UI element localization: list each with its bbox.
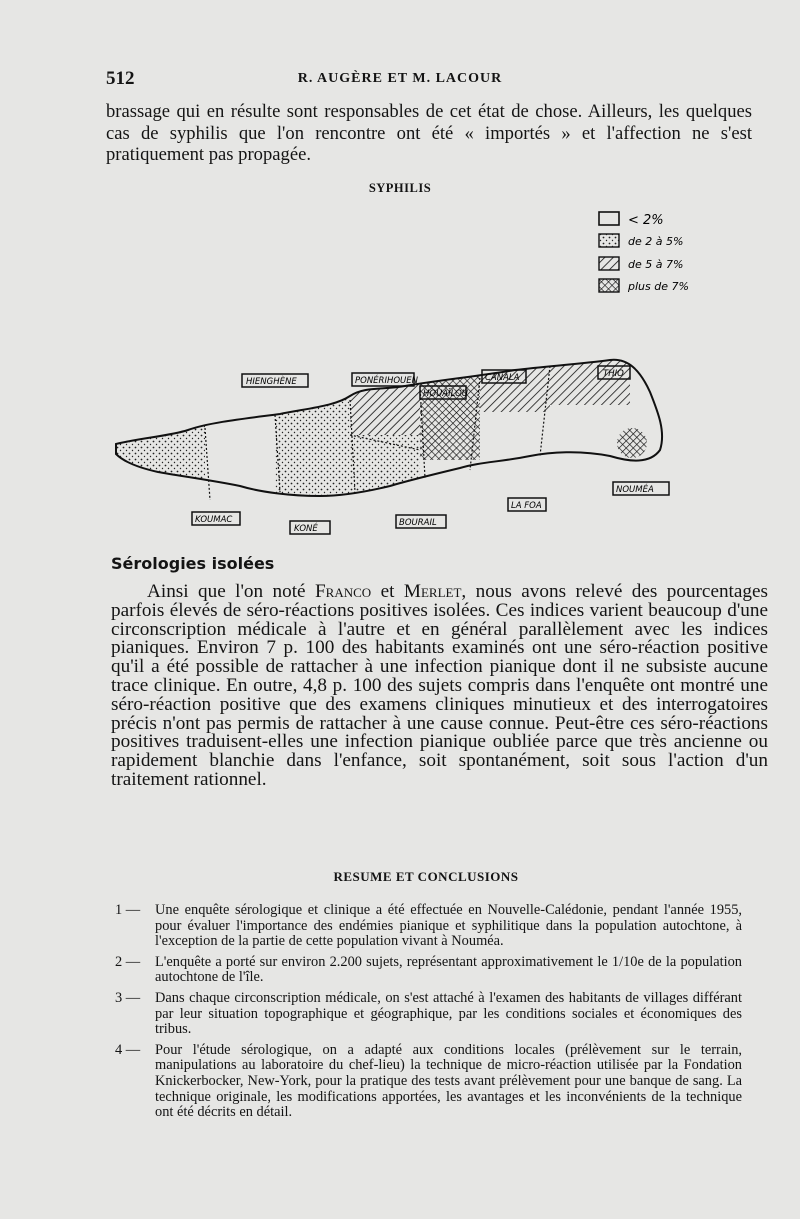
map-legend: [599, 212, 689, 293]
legend-swatch-dots: [599, 234, 619, 247]
district-bourail: [350, 435, 420, 510]
region-thio: THIO: [603, 369, 624, 379]
conclusion-text: Une enquête sérologique et clinique a été effectuée en Nouvelle-Calédonie, pendant l'année 1955, pour évaluer l'importance des endémies pianique et syphilitique dans la population autochtone, à l'exception de la partie de cette population vivant à Nouméa.: [155, 902, 742, 950]
section-heading: Sérologies isolées: [111, 554, 275, 573]
conclusion-item: [115, 1043, 742, 1121]
conclusion-text: Pour l'étude sérologique, on a adapté aux conditions locales (prélèvement sur le terrain, manipulations au laboratoire du chef-lieu) la technique de micro-réaction utilisée par la Fondation Knickerbocker, New-York, pour la pratique des tests avant prélèvement pour une banque de sang. La technique originale, les modifications apportées, les avantages et les inconvénients de la technique ont été décrits en détail.: [155, 1041, 742, 1121]
region-canala: CANALA: [485, 373, 520, 383]
legend-label-2: de 2 à 5%: [628, 235, 684, 248]
region-koumac: KOUMAC: [195, 515, 233, 525]
conclusions-list: [115, 903, 742, 1126]
para-text-1: Ainsi que l'on noté: [147, 581, 315, 602]
region-ponerihouen: PONÉRIHOUEN: [355, 376, 418, 386]
region-hienghene: HIENGHÈNE: [246, 377, 297, 387]
region-bourail: BOURAIL: [399, 518, 437, 528]
section-body: [111, 583, 768, 790]
legend-swatch-hatch: [599, 257, 619, 270]
region-kone: KONÉ: [294, 524, 318, 534]
legend-swatch-crosshatch: [599, 279, 619, 292]
conclusion-item: [115, 955, 742, 986]
author-franco: Franco: [315, 581, 372, 602]
para-text-2: et: [371, 581, 404, 602]
district-noumea: [617, 428, 647, 458]
district-ponerihouen: [350, 350, 420, 435]
intro-paragraph: [106, 101, 752, 166]
map-svg: [110, 200, 710, 545]
page-number: 512: [106, 68, 135, 89]
author-merlet: Merlet: [403, 581, 462, 602]
conclusions-heading: RESUME ET CONCLUSIONS: [333, 869, 519, 884]
region-houailou: HOUAÏLOU: [423, 389, 469, 399]
para-text-3: , nous avons relevé des pourcentages parfois élevés de séro-réactions positives isolées. Ces indices varient beaucoup d'une circonscription médicale à l'autre et en général parallèlement avec les indices pianiques. Environ 7 p. 100 des habitants examinés ont une séro-réaction positive qu'il a été possible de rattacher à une infection pianique dont il ne subsiste aucune trace clinique. En outre, 4,8 p. 100 des sujets compris dans l'enquête ont montré une séro-réaction positive que des examens cliniques minutieux et des interrogatoires précis n'ont pas permis de rattacher à une cause connue. Peut-être ces séro-réactions positives traduisent-elles une infection pianique oubliée parce que très ancienne ou rapidement blanchie dans l'enfance, soit spontanément, soit sous l'action d'un traitement rationnel.: [111, 581, 768, 790]
conclusion-item: [115, 991, 742, 1038]
region-la-foa: LA FOA: [511, 501, 542, 511]
page-header: [0, 68, 800, 92]
conclusion-item: [115, 903, 742, 950]
legend-swatch-empty: [599, 212, 619, 225]
legend-label-1: < 2%: [628, 213, 664, 228]
section-paragraph: [111, 583, 768, 790]
conclusion-number: 3 —: [115, 989, 141, 1006]
legend-label-4: plus de 7%: [628, 280, 689, 293]
region-noumea: NOUMÉA: [616, 485, 654, 495]
intro-text: brassage qui en résulte sont responsables de cet état de chose. Ailleurs, les quelques cas de syphilis que l'on rencontre ont été « importés » et l'affection ne s'est pratiquement pas propagée.: [106, 101, 752, 165]
conclusion-number: 4 —: [115, 1041, 141, 1058]
district-houailou: [420, 350, 480, 460]
conclusion-number: 2 —: [115, 953, 141, 970]
syphilis-map: [110, 200, 710, 545]
conclusion-number: 1 —: [115, 902, 141, 918]
figure-title: SYPHILIS: [368, 181, 432, 195]
conclusion-text: Dans chaque circonscription médicale, on s'est attaché à l'examen des habitants de villages différant par leur situation topographique et géographique, par les conditions sociales et économiques des tribus.: [155, 989, 742, 1038]
conclusion-text: L'enquête a porté sur environ 2.200 sujets, représentant approximativement le 1/10e de la population autochtone de l'île.: [155, 953, 742, 986]
legend-label-3: de 5 à 7%: [628, 258, 684, 271]
running-title: R. AUGÈRE ET M. LACOUR: [297, 71, 503, 86]
